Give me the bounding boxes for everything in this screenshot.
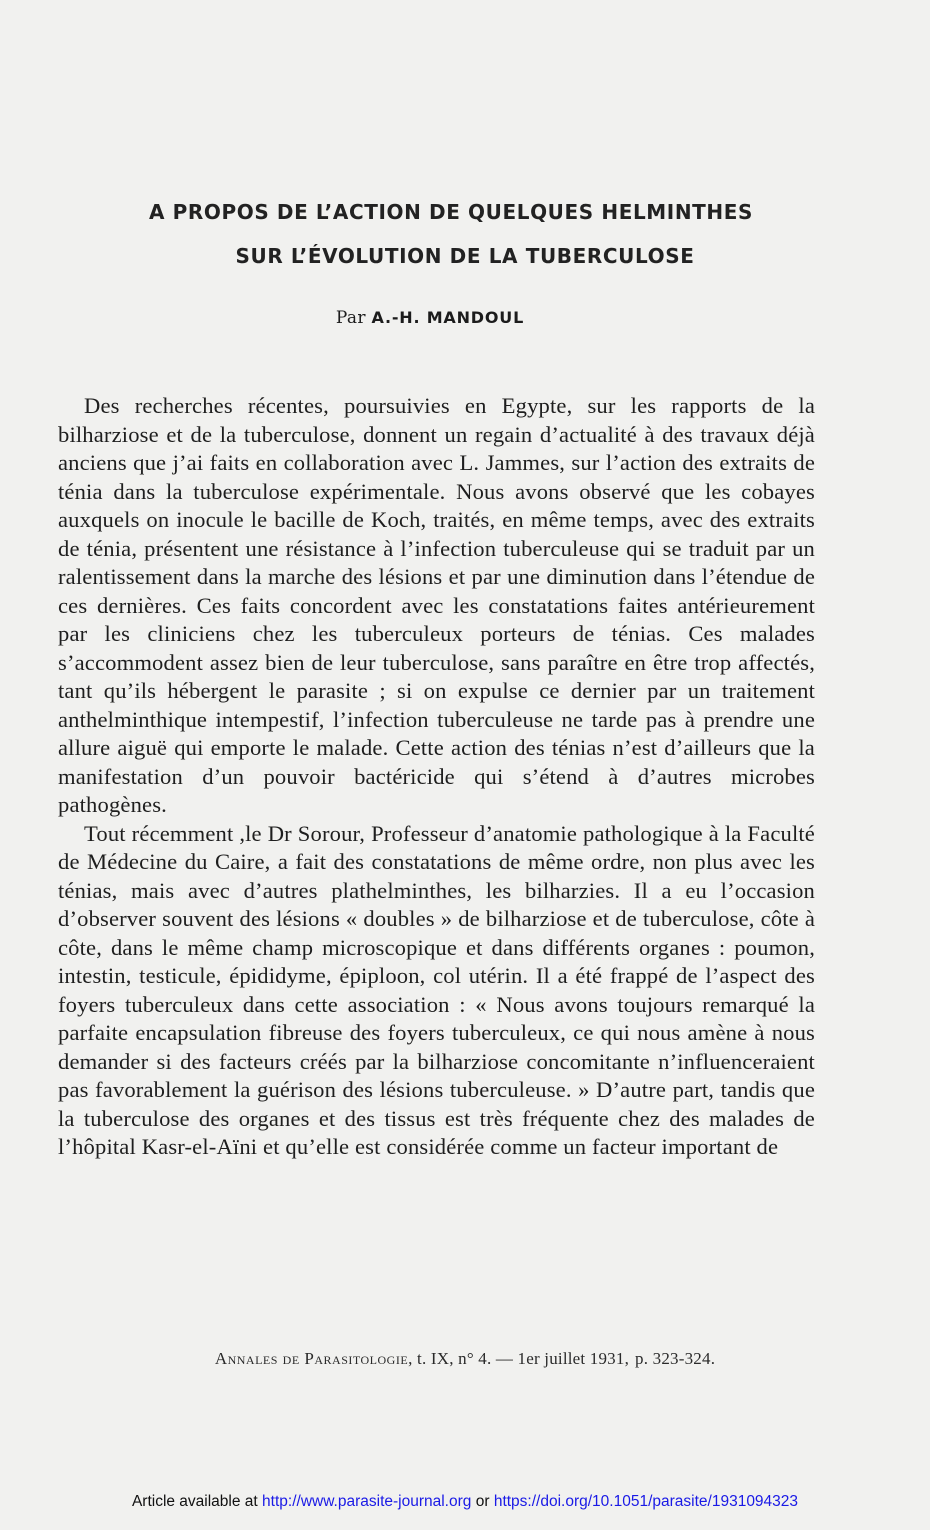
byline bbox=[0, 308, 860, 328]
availability-middle: or bbox=[475, 1493, 490, 1510]
author-name: A.-H. MANDOUL bbox=[371, 308, 525, 327]
journal-volume: , t. IX, n° 4. — 1er juillet 1931, bbox=[408, 1349, 630, 1368]
journal-website-link[interactable]: http://www.parasite-journal.org bbox=[262, 1493, 472, 1510]
journal-citation bbox=[0, 1349, 930, 1369]
journal-name: Annales de Parasitologie bbox=[214, 1349, 409, 1368]
article-title-line-1: A PROPOS DE L’ACTION DE QUELQUES HELMINTHES bbox=[148, 200, 754, 224]
doi-link[interactable]: https://doi.org/10.1051/parasite/1931094323 bbox=[493, 1493, 799, 1510]
article-title-line-2: SUR L’ÉVOLUTION DE LA TUBERCULOSE bbox=[235, 244, 695, 268]
availability-notice bbox=[0, 1493, 930, 1511]
body-paragraph-1: Des recherches récentes, poursuivies en Egypte, sur les rapports de la bilharziose et de la tuberculose, donnent un regain d’actualité à des travaux déjà anciens que j’ai faits en collaboration avec L. Jammes, sur l’action des extraits de ténia dans la tuberculose expérimentale. Nous avons observé que les cobayes auxquels on inocule le bacille de Koch, traités, en même temps, avec des extraits de ténia, présentent une résistance à l’infection tuberculeuse qui se traduit par un ralentissement dans la marche des lésions et par une diminution dans l’étendue de ces dernières. Ces faits concordent avec les constatations faites antérieurement par les cliniciens chez les tuberculeux porteurs de ténias. Ces malades s’accommodent assez bien de leur tuberculose, sans paraître en être trop affectés, tant qu’ils hébergent le parasite ; si on expulse ce dernier par un traitement anthelminthique intempestif, l’infection tuberculeuse ne tarde pas à prendre une allure aiguë qui emporte le malade. Cette action des ténias n’est d’ailleurs que la manifestation d’un pouvoir bactéricide qui s’étend à d’autres microbes pathogènes. bbox=[58, 393, 815, 817]
body-paragraph-2: Tout récemment ,le Dr Sorour, Professeur d’anatomie pathologique à la Faculté de Médecine du Caire, a fait des constatations de même ordre, non plus avec les ténias, mais avec d’autres plathelminthes, les bilharzies. Il a eu l’occasion d’observer souvent des lésions « doubles » de bilharziose et de tuberculose, côte à côte, dans le même champ microscopique et dans différents organes : poumon, intestin, testicule, épididyme, épiploon, col utérin. Il a été frappé de l’aspect des foyers tuberculeux dans cette association : « Nous avons toujours remarqué la parfaite encapsulation fibreuse des foyers tuberculeux, ce qui nous amène à nous demander si des facteurs créés par la bilharziose concomitante n’influenceraient pas favorablement la guérison des lésions tuberculeuse. » D’autre part, tandis que la tuberculose des organes et des tissus est très fréquente chez des malades de l’hôpital Kasr-el-Aïni et qu’elle est considérée comme un facteur important de bbox=[58, 820, 815, 1159]
availability-prefix: Article available at bbox=[131, 1493, 258, 1510]
byline-prefix: Par bbox=[335, 308, 366, 328]
journal-pages: p. 323-324. bbox=[635, 1349, 716, 1368]
article-body bbox=[58, 392, 815, 1162]
